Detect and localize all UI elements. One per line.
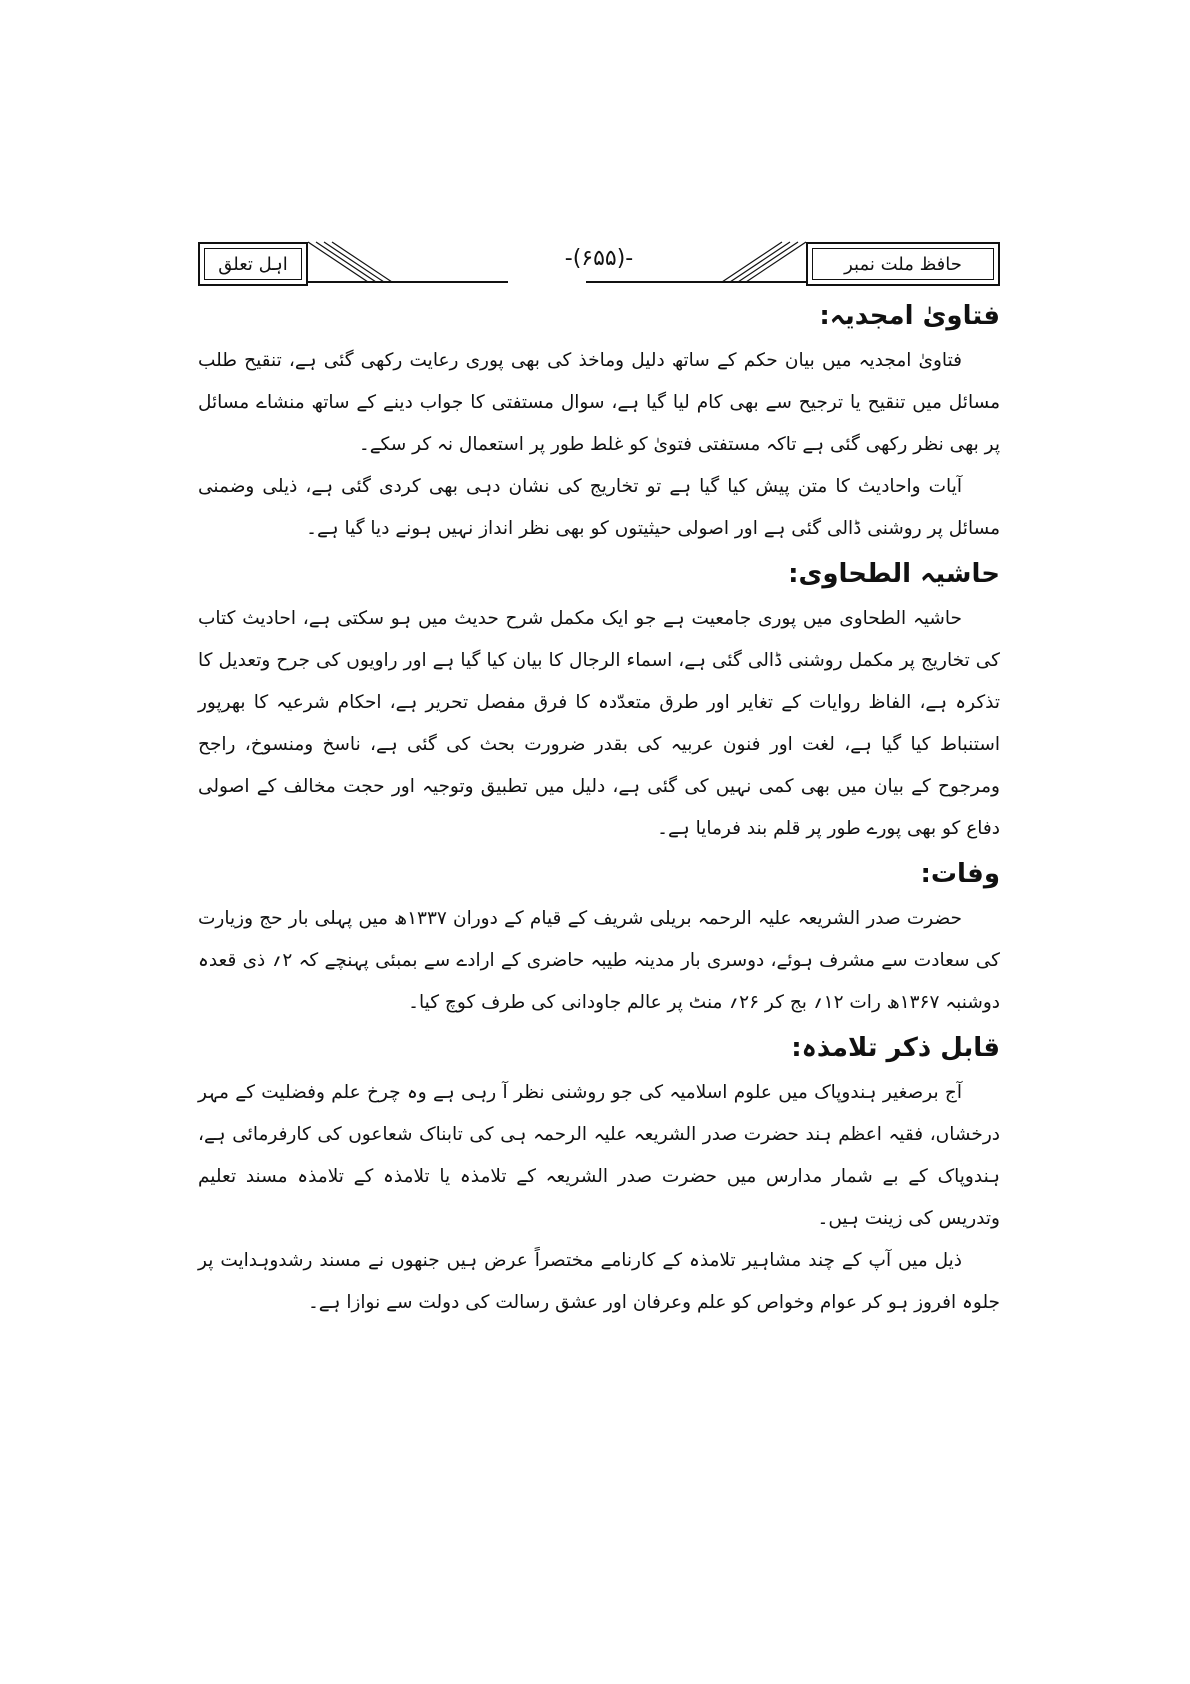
paragraph: حاشیہ الطحاوی میں پوری جامعیت ہے جو ایک مکمل شرح حدیث میں ہو سکتی ہے، احادیث کتاب کی تخاریج پر مکمل روشنی ڈالی گئی ہے، اسماء الرجال کا بیان کیا گیا ہے اور راویوں کی جرح وتعدیل کا تذکرہ ہے، الفاظ روایات کے تغایر اور طرق متعدّدہ کا فرق مفصل تحریر ہے، احکام شرعیہ کا بھرپور استنباط کیا گیا ہے، لغت اور فنون عربیہ کی بقدر ضرورت بحث کی گئی ہے، ناسخ ومنسوخ، راجح ومرجوح کے بیان میں بھی کمی نہیں کی گئی ہے، دلیل میں تطبیق وتوجیہ اور حجت مخالف کے اصولی دفاع کو بھی پورے طور پر قلم بند فرمایا ہے۔ bbox=[198, 608, 1000, 839]
page-number: -(۶۵۵)- bbox=[564, 246, 634, 271]
book-title: حافظ ملت نمبر bbox=[844, 253, 962, 275]
paragraph: حضرت صدر الشریعہ علیہ الرحمہ بریلی شریف کے قیام کے دوران ۱۳۳۷ھ میں پہلی بار حج وزیارت کی سعادت سے مشرف ہوئے، دوسری بار مدینہ طیبہ حاضری کے ارادے سے بمبئی پہنچے کہ ۲؍ ذی قعدہ دوشنبہ ۱۳۶۷ھ رات ۱۲؍ بج کر ۲۶؍ منٹ پر عالم جاودانی کی طرف کوچ کیا۔ bbox=[198, 908, 1000, 1013]
paragraph: آیات واحادیث کا متن پیش کیا گیا ہے تو تخاریج کی نشان دہی بھی کردی گئی ہے، ذیلی وضمنی مسائل پر روشنی ڈالی گئی ہے اور اصولی حیثیتوں کو بھی نظر انداز نہیں ہونے دیا گیا ہے۔ bbox=[198, 476, 1000, 539]
paragraph: فتاویٰ امجدیہ میں بیان حکم کے ساتھ دلیل وماخذ کی بھی پوری رعایت رکھی گئی ہے، تنقیح طلب مسائل میں تنقیح یا ترجیح سے بھی کام لیا گیا ہے، سوال مستفتی کا جواب دینے کے ساتھ منشاے مسائل پر بھی نظر رکھی گئی ہے تاکہ مستفتی فتویٰ کو غلط طور پر استعمال نہ کر سکے۔ bbox=[198, 350, 1000, 455]
page-header bbox=[198, 238, 1000, 288]
paragraph: آج برصغیر ہندوپاک میں علوم اسلامیہ کی جو روشنی نظر آ رہی ہے وہ چرخ علم وفضلیت کے مہر درخشاں، فقیہ اعظم ہند حضرت صدر الشریعہ علیہ الرحمہ ہی کی تابناک شعاعوں کی کارفرمائی ہے، ہندوپاک کے بے شمار مدارس میں حضرت صدر الشریعہ کے تلامذہ یا تلامذہ کے تلامذہ مسند تعلیم وتدریس کی زینت ہیں۔ bbox=[198, 1082, 1000, 1229]
section-label: اہل تعلق bbox=[218, 253, 288, 275]
header-right-ornament bbox=[586, 238, 806, 286]
section-heading: قابل ذکر تلامذہ: bbox=[791, 1033, 1000, 1063]
paragraph: ذیل میں آپ کے چند مشاہیر تلامذہ کے کارنامے مختصراً عرض ہیں جنھوں نے مسند رشدوہدایت پر جلوہ افروز ہو کر عوام وخواص کو علم وعرفان اور عشق رسالت کی دولت سے نوازا ہے۔ bbox=[198, 1250, 1000, 1313]
section-heading: فتاویٰ امجدیہ: bbox=[819, 301, 1000, 331]
section-heading: حاشیہ الطحاوی: bbox=[788, 559, 1000, 589]
section-heading: وفات: bbox=[920, 859, 1000, 889]
header-right-box bbox=[806, 242, 1000, 286]
page-body bbox=[198, 292, 1000, 1324]
